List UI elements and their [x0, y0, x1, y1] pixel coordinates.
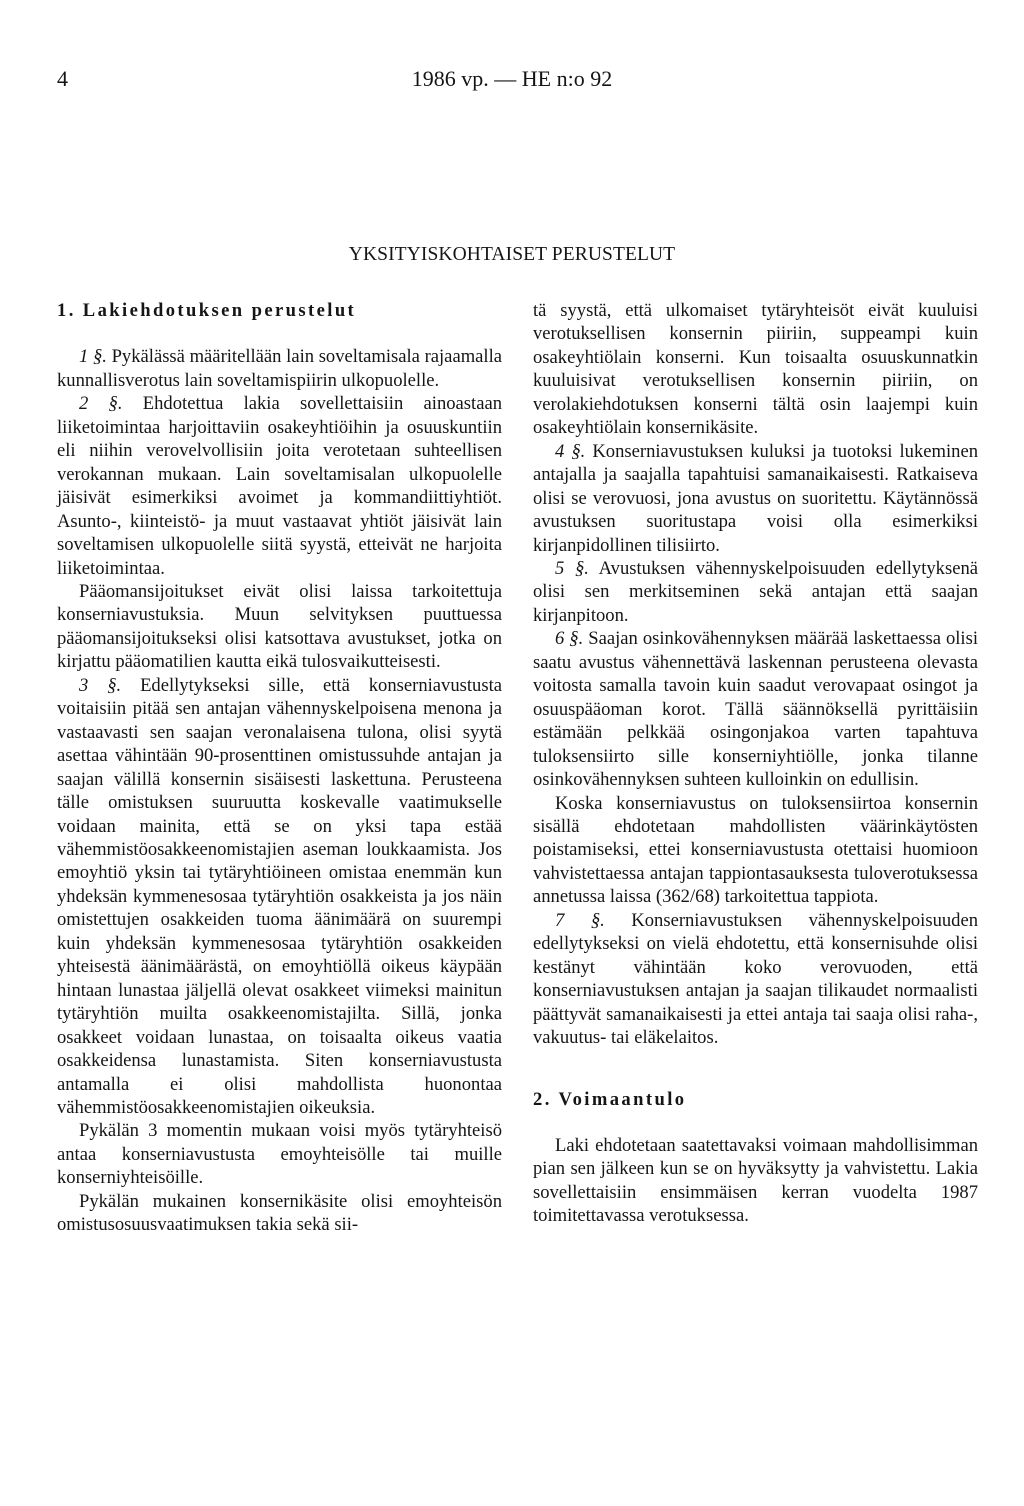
section-number: 1 §. [79, 346, 107, 368]
paragraph-text: Edellytykseksi sille, että konserniavustusta voitaisiin pitää sen antajan vähennyskelpoisena menona ja vastaavasti sen saajan veronalaisena tulona, olisi syytä asettaa vähintään 90-prosenttinen omistussuhde antajan ja saajan välillä konsernin sisäisesti laskettuna. Perusteena tälle omistuksen suuruutta koskevalle vaatimukselle voidaan mainita, että se on yksi tapa estää vähemmistöosakkeenomistajien aseman loukkaamista. Jos emoyhtiö yksin tai tytäryhtiöineen omistaa enemmän kun yhdeksän kymmenesosaa tytäryhtiön osakkeista ja jos näin omistettujen osakkeiden tuoma äänimäärä on suurempi kuin yhdeksän kymmenesosaa tytäryhtiön osakkeiden yhteisestä äänimäärästä, on emoyhtiöllä oikeus käypään hintaan lunastaa jäljellä olevat osakkeet viimeksi mainitun tytäryhtiön muilta osakkeenomistajilta. Sillä, jonka osakkeet voidaan lunastaa, on toisaalta oikeus vaatia osakkeidensa lunastamista. Siten konserniavustusta antamalla ei olisi mahdollista huonontaa vähemmistöosakkeenomistajien oikeuksia. [57, 674, 502, 1118]
right-column [533, 299, 978, 1228]
paragraph: Laki ehdotetaan saatettavaksi voimaan mahdollisimman pian sen jälkeen kun se on hyväksytty ja vahvistettu. Lakia sovellettaisiin ensimmäisen kerran vuodelta 1987 toimitettavassa verotuksessa. [533, 1134, 978, 1227]
page-number: 4 [57, 66, 68, 91]
paragraph-text: Ehdotettua lakia sovellettaisiin ainoastaan liiketoimintaa harjoittaviin osakeyhtiöihin ja osuuskuntiin eli niihin verovelvollisiin joita verotetaan suhteellisen verokannan mukaan. Lain soveltamisalan ulkopuolelle jäisivät esimerkiksi avoimet ja kommandiittiyhtiöt. Asunto-, kiinteistö- ja muut vastaavat yhtiöt jäisivät lain soveltamisen ulkopuolelle siitä syystä, etteivät ne harjoita liiketoimintaa. [57, 393, 503, 579]
section-number: 3 §. [79, 674, 122, 696]
running-head: 1986 vp. — HE n:o 92 [411, 66, 613, 91]
paragraph: Pykälän 3 momentin mukaan voisi myös tytäryhteisö antaa konserniavustusta emoyhteisölle tai muille konserniyhteisöille. [57, 1120, 502, 1189]
paragraph-text: Pykälässä määritellään lain soveltamisala rajaamalla kunnallisverotus lain soveltamispiirin ulkopuolelle. [57, 346, 502, 391]
section-number: 7 §. [555, 909, 605, 931]
paragraph-section-5 [533, 557, 978, 627]
paragraph-section-7 [533, 909, 978, 1050]
paragraph-text: Konserniavustuksen kuluksi ja tuotoksi lukeminen antajalla ja saajalla tapahtuisi samanaikaisesti. Ratkaiseva olisi se verovuosi, jona avustus on suoritettu. Käytännössä avustuksen suoritustapa voisi olla esimerkiksi kirjanpidollinen tilisiirto. [533, 440, 979, 556]
section-number: 2 §. [79, 393, 123, 415]
paragraph: Pääomansijoitukset eivät olisi laissa tarkoitettuja konserniavustuksia. Muun selvityksen puuttuessa pääomansijoitukseksi olisi katsottava avustukset, jotka on kirjattu pääomatilien kautta eikä tulosvaikutteisesti. [57, 580, 502, 673]
left-column [57, 299, 502, 1237]
document-title: YKSITYISKOHTAISET PERUSTELUT [348, 244, 676, 265]
paragraph-text: Saajan osinkovähennyksen määrää laskettaessa olisi saatu avustus vähennettävä laskennan perusteena olevasta voitosta samalla tavoin kuin saadut verovapaat osingot ja osuuspääoman korot. Tällä säännöksellä pyrittäisiin estämään pelkkää osingonjakoa varten tapahtuva tuloksensiirto sille konserniyhtiölle, jonka tilanne osinkovähennyksen suhteen kulloinkin on edullisin. [533, 628, 979, 791]
section-number: 4 §. [555, 440, 586, 462]
section-number: 6 §. [555, 628, 584, 650]
paragraph-continued: tä syystä, että ulkomaiset tytäryhteisöt eivät kuuluisi verotuksellisen konsernin piiriin, suppeampi kuin osakeyhtiölain konserni. Kun toisaalta osuuskunnatkin kuuluisivat verotuksellisen konsernin piiriin, on verolakiehdotuksen konserni tältä osin laajempi kuin osakeyhtiölain konsernikäsite. [533, 300, 978, 439]
paragraph-text: Konserniavustuksen vähennyskelpoisuuden edellytykseksi on vielä ehdotettu, että konsernisuhde olisi kestänyt vähintään koko verovuoden, että konserniavustuksen antajan ja saajan tilikaudet normaalisti päättyvät samanaikaisesti ja ettei antaja tai saaja olisi raha-, vakuutus- tai eläkelaitos. [533, 909, 979, 1049]
paragraph-section-4 [533, 440, 978, 557]
paragraph-section-6 [533, 627, 978, 791]
paragraph: Pykälän mukainen konsernikäsite olisi emoyhteisön omistusosuusvaatimuksen takia sekä sii- [57, 1190, 502, 1236]
paragraph-section-3 [57, 674, 502, 1120]
section-heading-2: 2. Voimaantulo [533, 1088, 687, 1110]
paragraph-section-1 [57, 345, 502, 392]
paragraph-text: Avustuksen vähennyskelpoisuuden edellytyksenä olisi sen merkitseminen sekä antajan että saajan kirjanpitoon. [533, 557, 979, 626]
paragraph-section-2 [57, 392, 502, 580]
section-heading-1: 1. Lakiehdotuksen perustelut [57, 300, 357, 321]
section-number: 5 §. [555, 557, 589, 579]
paragraph: Koska konserniavustus on tuloksensiirtoa konsernin sisällä ehdotetaan mahdollisten väärinkäytösten poistamiseksi, ettei konserniavustusta otettaisi huomioon vahvistettaessa antajan tappiontasauksesta tuloverotuksessa annetussa laissa (362/68) tarkoitettua tappiota. [533, 792, 978, 908]
